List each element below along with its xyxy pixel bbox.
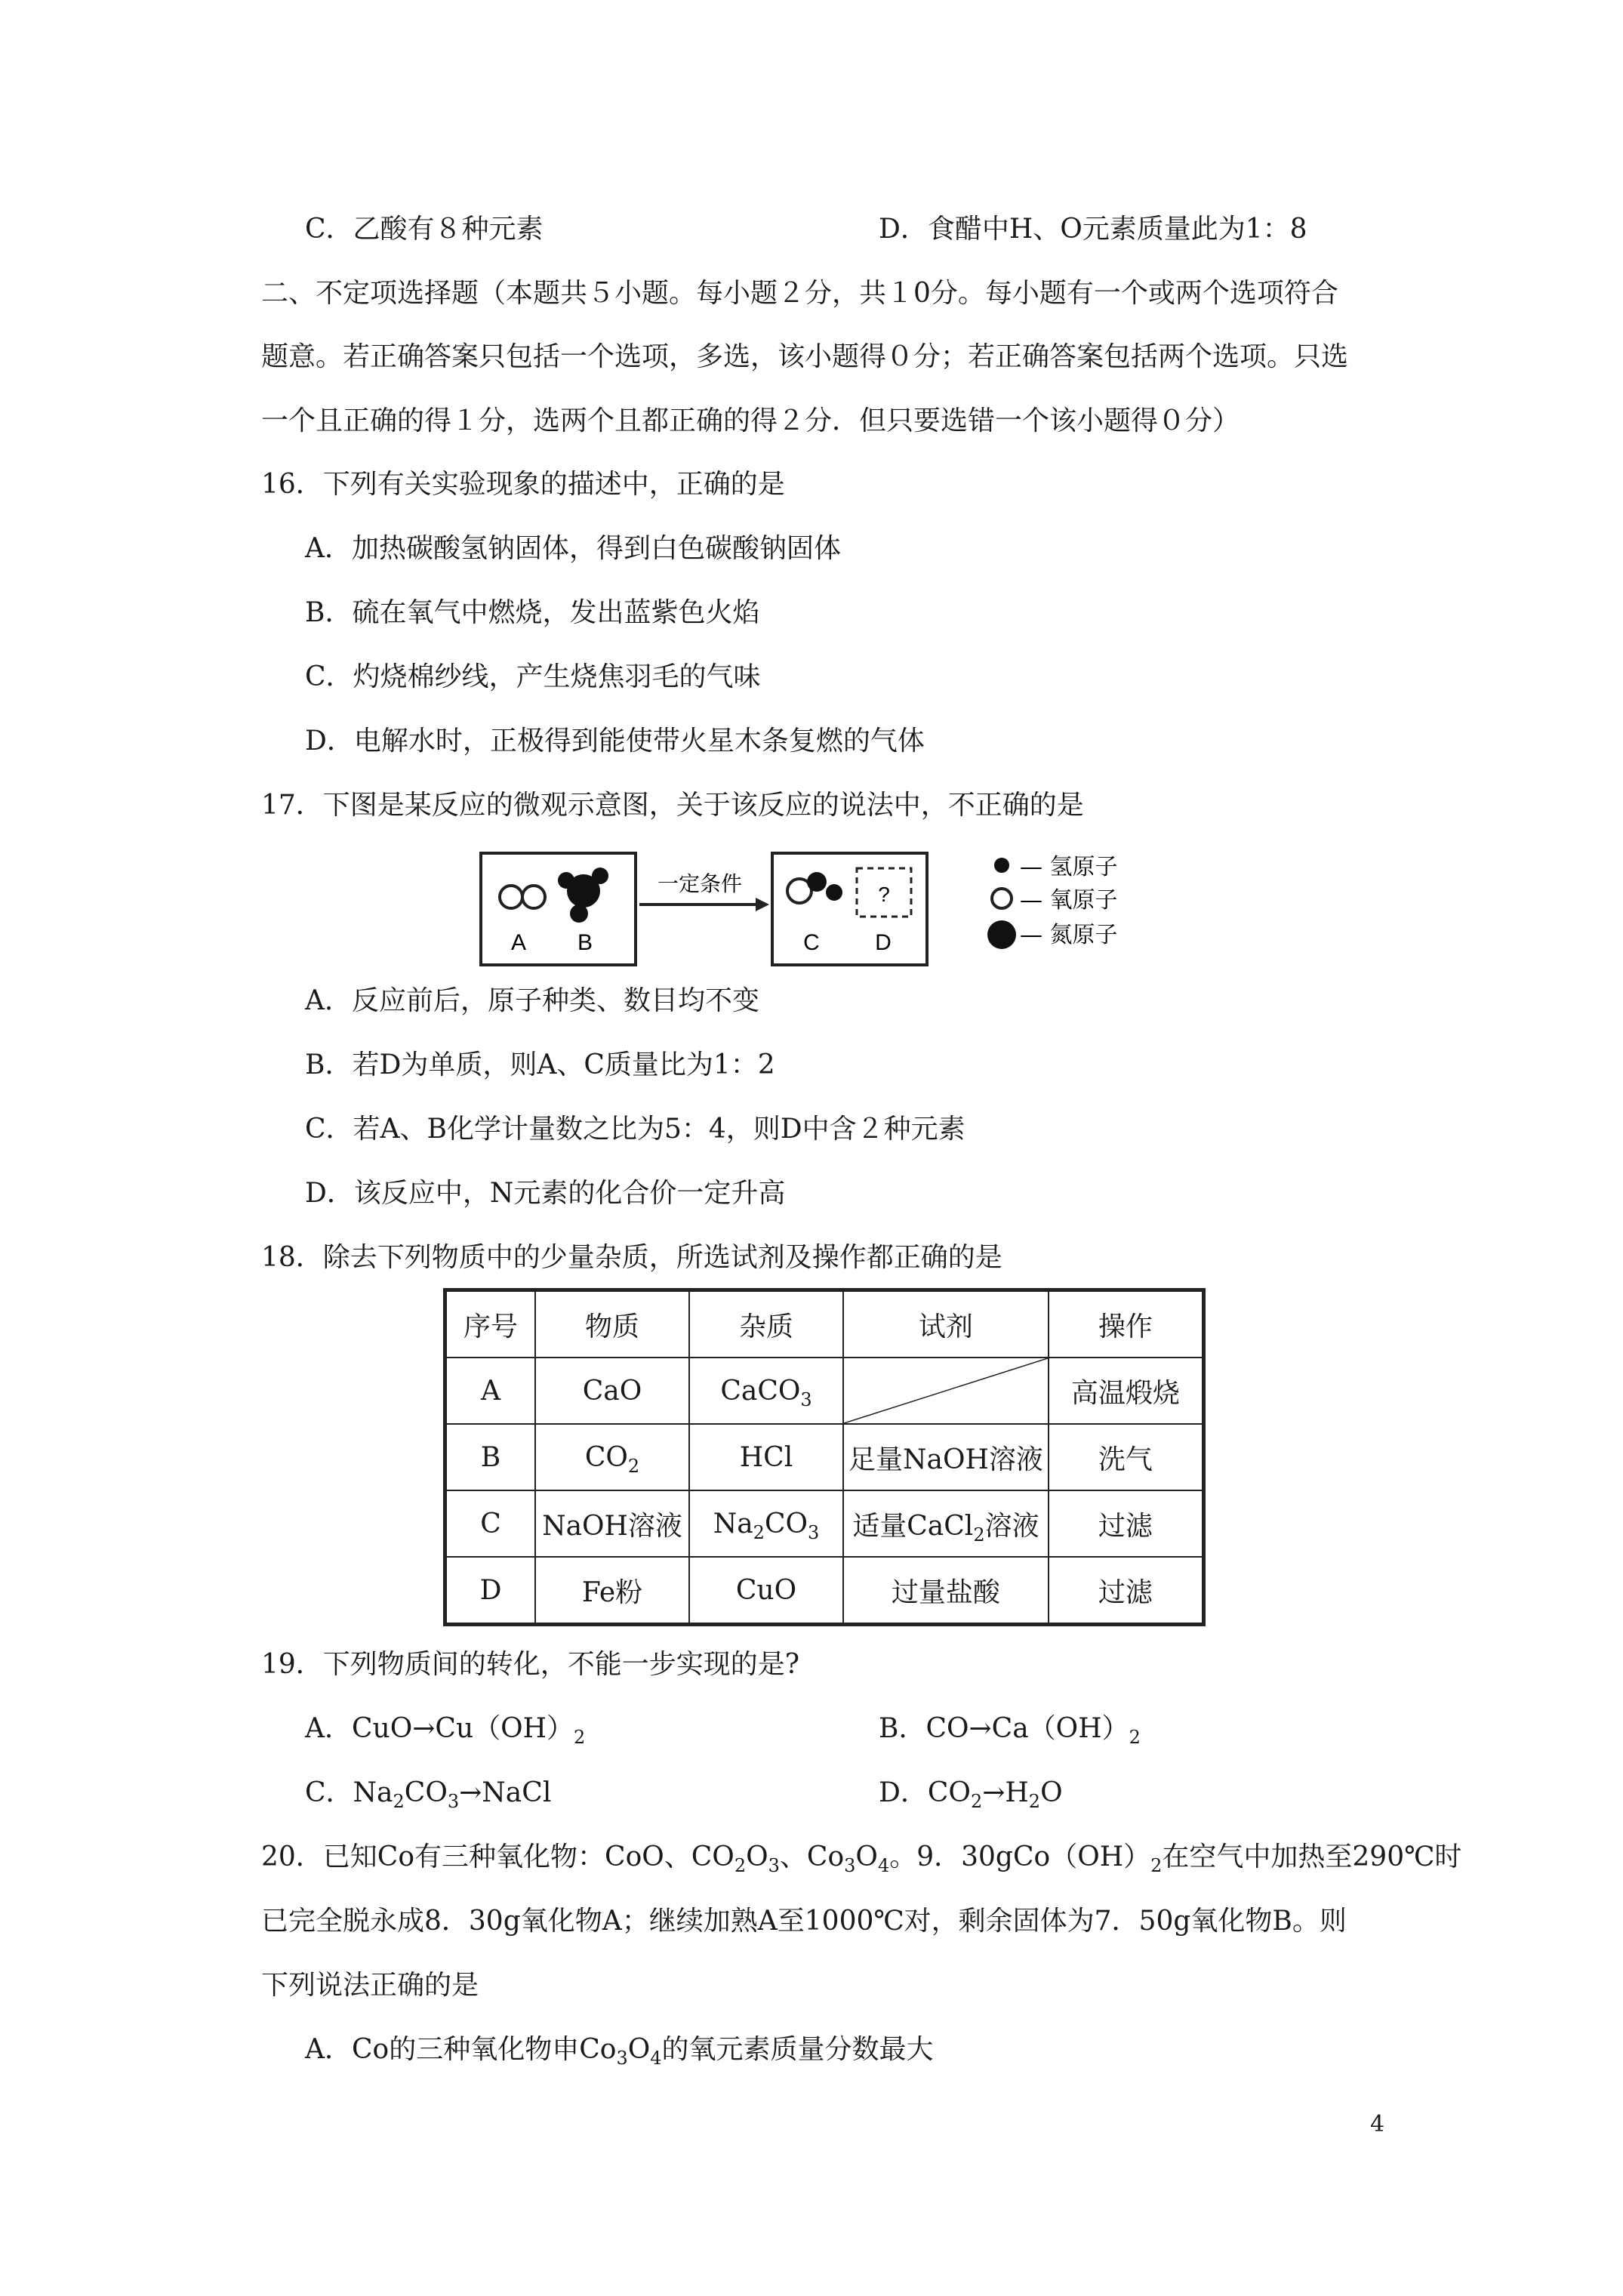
header-reagent: 试剂 <box>843 1290 1049 1358</box>
header-id: 序号 <box>445 1290 536 1358</box>
label-c: C <box>803 930 820 955</box>
label-b: B <box>577 930 593 955</box>
table-row <box>445 1424 1204 1490</box>
table-row <box>445 1557 1204 1625</box>
q18-stem: 18．除去下列物质中的少量杂质，所选试剂及操作都正确的是 <box>261 1242 1002 1273</box>
q17-option-a: A．反应前后，原子种类、数目均不变 <box>305 985 759 1016</box>
row-id: C <box>445 1490 536 1557</box>
table-row <box>445 1490 1204 1557</box>
q19-option-c: C．$Na_2CO_3\to NaCl$ <box>305 1777 552 1812</box>
q16-option-a: A．加热碳酸氢钠固体，得到白色碳酸钠固体 <box>305 533 841 564</box>
row-impurity: HCl <box>689 1424 843 1490</box>
product-box <box>772 853 927 965</box>
q16-option-c: C．灼烧棉纱线，产生烧焦羽毛的气味 <box>305 661 761 692</box>
header-substance: 物质 <box>535 1290 689 1358</box>
row-impurity: CuO <box>689 1557 843 1625</box>
row-operation: 过滤 <box>1049 1490 1204 1557</box>
oxygen-atom-icon <box>500 886 522 908</box>
q19-option-d: D．$CO_2\to H_2O$ <box>879 1777 1063 1812</box>
q19-option-b: B．$CO\to Ca(OH)_2$ <box>879 1713 1141 1748</box>
q17-option-c: C．若A、B化学计量数之比为5：4，则D中含２种元素 <box>305 1114 965 1145</box>
row-reagent: 适量CaCl$_2$溶液 <box>843 1490 1049 1557</box>
q17-option-b: B．若D为单质，则A、C质量比为1：2 <box>305 1049 775 1080</box>
row-substance: CaO <box>535 1358 689 1424</box>
q17-option-d: D．该反应中，N元素的化合价一定升高 <box>305 1178 786 1209</box>
row-operation: 洗气 <box>1049 1424 1204 1490</box>
arrow-head-icon <box>756 898 769 911</box>
q19-stem: 19．下列物质间的转化，不能一步实现的是? <box>261 1649 800 1680</box>
legend-hydrogen-label: — 氢原子 <box>1020 854 1118 880</box>
legend-oxygen-label: — 氧原子 <box>1020 887 1118 914</box>
q20-stem-line2: 已完全脱永成8．30g氧化物A；继续加熟A至1000℃对，剩余固体为7．50g氧化物B。则 <box>261 1906 1347 1937</box>
row-substance: $CO_2$ <box>535 1424 689 1490</box>
header-impurity: 杂质 <box>689 1290 843 1358</box>
legend-nitrogen-icon <box>987 920 1016 949</box>
hydrogen-atom-icon <box>558 872 574 889</box>
oxygen-atom-icon <box>522 886 545 908</box>
hydrogen-atom-icon <box>826 884 842 901</box>
section2-heading-line3: 一个且正确的得１分，选两个且都正确的得２分．但只要选错一个该小题得０分） <box>261 405 1240 436</box>
section2-heading-line1: 二、不定项选择题（本题共５小题。每小题２分，共１0分。每小题有一个或两个选项符合 <box>261 278 1338 309</box>
reaction-diagram <box>479 844 1178 972</box>
row-id: B <box>445 1424 536 1490</box>
hydrogen-atom-icon <box>570 905 588 923</box>
impurity-table <box>443 1288 1206 1626</box>
q15-option-d: D．食醋中H、O元素质量此为1：8 <box>879 214 1307 245</box>
condition-label: 一定条件 <box>657 871 743 896</box>
q20-stem-line3: 下列说法正确的是 <box>261 1970 479 2001</box>
unknown-mark: ? <box>878 883 890 906</box>
nitrogen-atom-icon <box>807 872 827 892</box>
row-impurity: $Na_2CO_3$ <box>689 1490 843 1557</box>
q20-option-a: A．Co的三种氧化物申$Co_3O_4$的氧元素质量分数最大 <box>305 2034 934 2069</box>
table-row <box>445 1358 1204 1424</box>
reactant-box <box>481 853 636 965</box>
label-a: A <box>510 930 527 955</box>
row-reagent: 足量NaOH溶液 <box>843 1424 1049 1490</box>
row-operation: 高温煅烧 <box>1049 1358 1204 1424</box>
row-operation: 过滤 <box>1049 1557 1204 1625</box>
row-id: A <box>445 1358 536 1424</box>
q16-stem: 16．下列有关实验现象的描述中，正确的是 <box>261 469 785 500</box>
legend-hydrogen-icon <box>994 858 1009 873</box>
section2-heading-line2: 题意。若正确答案只包括一个选项，多选，该小题得０分；若正确答案包括两个选项。只选 <box>261 341 1349 372</box>
diagonal-line-icon <box>844 1358 1048 1423</box>
row-reagent-empty <box>843 1358 1049 1424</box>
q15-option-c: C．乙酸有８种元素 <box>305 214 544 245</box>
q19-option-a: A．$CuO\to Cu(OH)_2$ <box>305 1713 586 1748</box>
legend-oxygen-icon <box>992 889 1012 908</box>
row-impurity: CaCO$_3$ <box>689 1358 843 1424</box>
row-id: D <box>445 1557 536 1625</box>
legend-nitrogen-label: — 氮原子 <box>1020 922 1118 948</box>
q17-stem: 17．下图是某反应的微观示意图，关于该反应的说法中，不正确的是 <box>261 790 1084 821</box>
header-operation: 操作 <box>1049 1290 1204 1358</box>
q16-option-b: B．硫在氧气中燃烧，发出蓝紫色火焰 <box>305 597 760 628</box>
q16-option-d: D．电解水时，正极得到能使带火星木条复燃的气体 <box>305 726 925 757</box>
q20-stem-line1: 20．已知Co有三种氧化物：CoO、$CO_2O_3$、$Co_3O_4$。9．$30gCo(OH)_2$在空气中加热至290℃时 <box>261 1841 1462 1876</box>
page-number: 4 <box>1370 2111 1385 2137</box>
hydrogen-atom-icon <box>592 868 608 884</box>
row-substance: Fe粉 <box>535 1557 689 1625</box>
table-header-row <box>445 1290 1204 1358</box>
label-d: D <box>875 930 892 955</box>
row-substance: NaOH溶液 <box>535 1490 689 1557</box>
row-reagent: 过量盐酸 <box>843 1557 1049 1625</box>
